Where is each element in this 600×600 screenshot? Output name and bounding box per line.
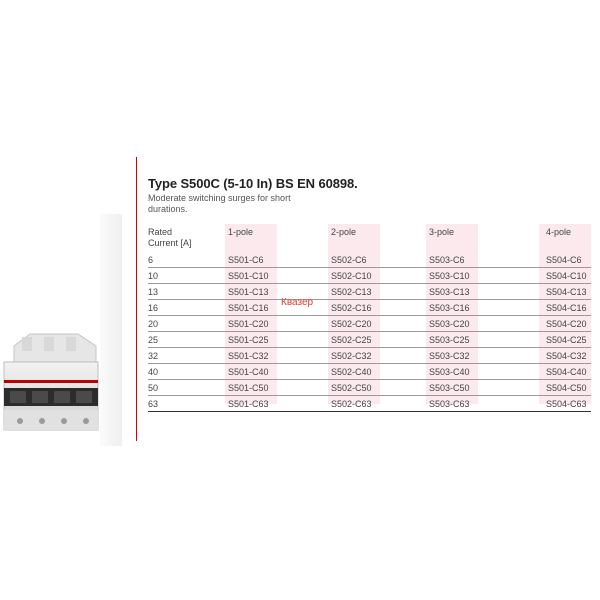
table-row [148,332,591,348]
product-code-cell: S503-C50 [429,383,470,393]
rating-cell: 6 [148,255,154,265]
product-code-cell: S502-C6 [331,255,367,265]
product-code-cell: S502-C40 [331,367,372,377]
table-row [148,268,591,284]
product-code-cell: S504-C40 [546,367,587,377]
product-code-cell: S504-C13 [546,287,587,297]
product-code-cell: S503-C63 [429,399,470,409]
header-4pole: 4-pole [546,227,572,237]
rating-cell: 40 [148,367,159,377]
product-code-cell: S501-C13 [228,287,269,297]
rating-cell: 32 [148,351,159,361]
product-code-cell: S502-C16 [331,303,372,313]
table-row [148,316,591,332]
table-row [148,364,591,380]
product-code-cell: S503-C16 [429,303,470,313]
product-code-cell: S504-C32 [546,351,587,361]
header-3pole: 3-pole [429,227,455,237]
table-row [148,284,591,300]
row-divider [148,411,591,412]
accent-rule [136,157,137,441]
product-code-cell: S504-C50 [546,383,587,393]
product-code-cell: S504-C6 [546,255,582,265]
product-code-cell: S502-C50 [331,383,372,393]
table-row [148,380,591,396]
product-code-cell: S501-C25 [228,335,269,345]
table-row [148,300,591,316]
rating-cell: 50 [148,383,159,393]
product-code-cell: S504-C25 [546,335,587,345]
product-code-cell: S503-C25 [429,335,470,345]
product-code-cell: S503-C20 [429,319,470,329]
product-code-cell: S501-C63 [228,399,269,409]
product-code-cell: S504-C63 [546,399,587,409]
product-code-cell: S502-C32 [331,351,372,361]
product-code-cell: S502-C13 [331,287,372,297]
product-code-cell: S501-C50 [228,383,269,393]
product-code-cell: S504-C10 [546,271,587,281]
page-title: Type S500C (5-10 In) BS EN 60898. [148,176,358,191]
product-code-cell: S501-C20 [228,319,269,329]
rated-header-line1: Rated [148,227,173,237]
product-code-cell: S504-C20 [546,319,587,329]
rating-cell: 20 [148,319,159,329]
table-row [148,348,591,364]
circuit-breaker-image [0,214,122,446]
product-code-cell: S503-C6 [429,255,465,265]
rated-header-line2: Current [A] [148,238,192,248]
product-code-cell: S501-C10 [228,271,269,281]
product-code-cell: S502-C20 [331,319,372,329]
product-code-cell: S501-C16 [228,303,269,313]
watermark: Квазер [281,297,314,308]
rating-cell: 63 [148,399,159,409]
rating-cell: 10 [148,271,159,281]
rating-cell: 16 [148,303,159,313]
table-row [148,252,591,268]
product-table [148,224,591,409]
product-code-cell: S503-C40 [429,367,470,377]
product-code-cell: S501-C6 [228,255,264,265]
header-2pole: 2-pole [331,227,357,237]
product-code-cell: S502-C10 [331,271,372,281]
product-code-cell: S502-C63 [331,399,372,409]
rating-cell: 13 [148,287,159,297]
page-subtitle: Moderate switching surges for short durations. [148,193,291,214]
table-row [148,396,591,412]
product-code-cell: S503-C10 [429,271,470,281]
product-code-cell: S503-C32 [429,351,470,361]
product-code-cell: S502-C25 [331,335,372,345]
product-code-cell: S504-C16 [546,303,587,313]
rating-cell: 25 [148,335,159,345]
product-code-cell: S501-C40 [228,367,269,377]
header-1pole: 1-pole [228,227,254,237]
product-code-cell: S503-C13 [429,287,470,297]
product-code-cell: S501-C32 [228,351,269,361]
